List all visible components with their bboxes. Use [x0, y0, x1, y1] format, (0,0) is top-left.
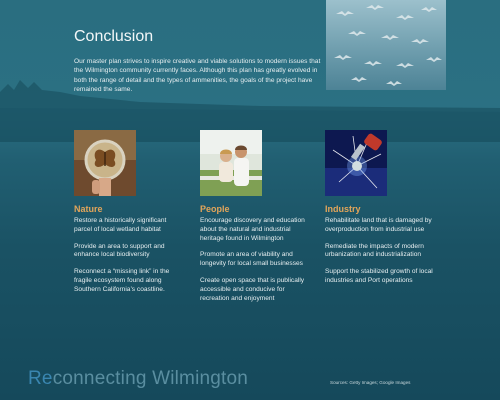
- nature-photo: [74, 130, 136, 196]
- people-paragraph: Create open space that is publically accessible and conducive for recreation and enjoyment: [200, 276, 305, 302]
- birds-flock-icon: [326, 0, 446, 90]
- magnifier-butterfly-icon: [74, 130, 136, 196]
- brand-wordmark: [28, 368, 248, 390]
- people-photo: [200, 130, 262, 196]
- people-column: [200, 130, 310, 311]
- industry-column: [325, 130, 435, 294]
- brand-rest: connecting Wilmington: [52, 368, 249, 389]
- intro-paragraph: Our master plan strives to inspire creative and viable solutions to modern issues that the Wilmington community currently faces. Although this plan has greatly evolved in both the range of detail and the types of ammenities, the goals of the project have remained the same.: [74, 58, 321, 93]
- nature-paragraph: Restore a historically significant parcel of local wetland habitat: [74, 217, 167, 233]
- people-paragraph: Encourage discovery and education about the natural and industrial heritage found in Wilmington: [200, 217, 305, 242]
- nature-paragraph: Reconnect a “missing link” in the fragile ecosystem found along Southern California’s coastline.: [74, 268, 170, 293]
- industry-paragraph: Support the stabilized growth of local industries and Port operations: [325, 268, 433, 284]
- industry-photo: [325, 130, 387, 196]
- couple-outdoors-icon: [200, 130, 262, 196]
- brand-prefix: Re: [28, 368, 53, 389]
- people-heading: People: [200, 204, 230, 214]
- page-title: Conclusion: [74, 28, 154, 45]
- header-photo: [326, 0, 446, 90]
- industry-paragraph: Rehabilitate land that is damaged by overproduction from industrial use: [325, 217, 432, 233]
- nature-paragraph: Provide an area to support and enhance local biodiversity: [74, 242, 165, 259]
- people-paragraph: Promote an area of viability and longevity for local small businesses: [200, 251, 303, 268]
- industry-paragraph: Remediate the impacts of modern urbanization and industrialization: [325, 242, 424, 259]
- image-sources: Sources: Getty Images; Google Images: [330, 380, 411, 385]
- welding-sparks-icon: [325, 130, 387, 196]
- industry-heading: Industry: [325, 204, 361, 214]
- nature-heading: Nature: [74, 204, 103, 214]
- nature-column: [74, 130, 184, 303]
